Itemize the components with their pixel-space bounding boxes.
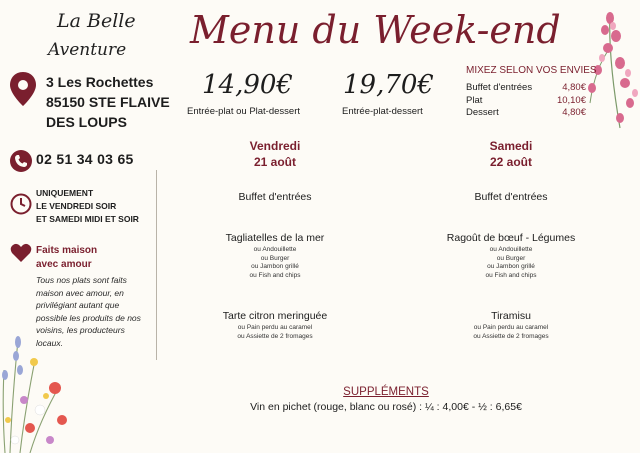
mix-item-label: Dessert — [466, 107, 499, 118]
main-option: ou Fish and chips — [249, 271, 301, 279]
main-option: ou Burger — [496, 254, 526, 262]
supplements-text: Vin en pichet (rouge, blanc ou rosé) : ¼ : 4,00€ - ½ : 6,65€ — [250, 401, 522, 413]
main-dish: Tagliatelles de la mer — [225, 232, 325, 244]
dessert-option: ou Pain perdu au caramel — [473, 324, 549, 331]
starter: Buffet d'entrées — [474, 191, 548, 203]
main-option: ou Andouillette — [253, 246, 297, 253]
homemade-title — [36, 244, 97, 272]
main-option: ou Jambon grillé — [251, 263, 299, 270]
price-1: 14,90€ — [202, 70, 293, 100]
mix-title: MIXEZ SELON VOS ENVIES — [466, 65, 597, 76]
sidebar-divider — [156, 170, 157, 360]
address-block — [46, 72, 171, 132]
day-column-saturday — [401, 138, 621, 341]
phone-number[interactable]: 02 51 34 03 65 — [36, 151, 134, 167]
day-column-friday — [165, 138, 385, 341]
mix-item-label: Buffet d'entrées — [466, 82, 533, 93]
dessert-option: ou Assiette de 2 fromages — [237, 332, 313, 340]
dessert-option: ou Assiette de 2 fromages — [473, 332, 549, 340]
address-line3: DES LOUPS — [46, 114, 127, 130]
homemade-title-line2: avec amour — [36, 259, 92, 270]
day-name: Samedi — [489, 139, 533, 153]
mix-item — [466, 95, 586, 106]
heart-icon — [10, 243, 32, 263]
address-line2: 85150 STE FLAIVE — [46, 94, 170, 110]
mix-item — [466, 82, 586, 93]
price-2: 19,70€ — [343, 70, 434, 100]
homemade-text: Tous nos plats sont faits maison avec amour, en privilégiant autant que possible les produits de nos voisins, les producteurs locaux. — [36, 275, 141, 348]
address-line1: 3 Les Rochettes — [46, 74, 154, 90]
mix-item — [466, 107, 586, 118]
hours-line3: ET SAMEDI MIDI ET SOIR — [36, 214, 139, 224]
mix-item-price: 4,80€ — [562, 82, 586, 93]
mix-item-price: 10,10€ — [556, 95, 586, 106]
logo-text-line1: La Belle — [57, 10, 136, 32]
day-date: 22 août — [489, 155, 532, 169]
opening-hours — [36, 187, 176, 226]
location-pin-icon — [10, 72, 36, 106]
main-dish: Ragoût de bœuf - Légumes — [446, 232, 576, 244]
main-option: ou Burger — [260, 254, 290, 262]
supplements-title: SUPPLÉMENTS — [343, 386, 429, 398]
mix-item-price: 4,80€ — [562, 107, 586, 118]
dessert: Tiramisu — [491, 310, 531, 322]
dessert: Tarte citron meringuée — [222, 310, 328, 322]
price-2-desc: Entrée-plat-dessert — [342, 106, 423, 117]
logo-text-line2: Aventure — [48, 40, 127, 60]
main-option: ou Andouillette — [489, 246, 533, 253]
day-name: Vendredi — [249, 139, 301, 153]
day-date: 21 août — [253, 155, 296, 169]
main-option: ou Jambon grillé — [487, 263, 535, 270]
starter: Buffet d'entrées — [238, 191, 312, 203]
mix-item-label: Plat — [466, 95, 483, 106]
price-1-desc: Entrée-plat ou Plat-dessert — [187, 106, 301, 117]
clock-icon — [10, 193, 32, 215]
menu-title: Menu du Week-end — [190, 8, 561, 52]
dessert-option: ou Pain perdu au caramel — [237, 324, 313, 331]
phone-icon — [10, 150, 32, 172]
homemade-title-line1: Faits maison — [36, 245, 98, 256]
hours-line1: UNIQUEMENT — [36, 188, 94, 198]
main-option: ou Fish and chips — [485, 271, 537, 279]
hours-line2: LE VENDREDI SOIR — [36, 201, 117, 211]
